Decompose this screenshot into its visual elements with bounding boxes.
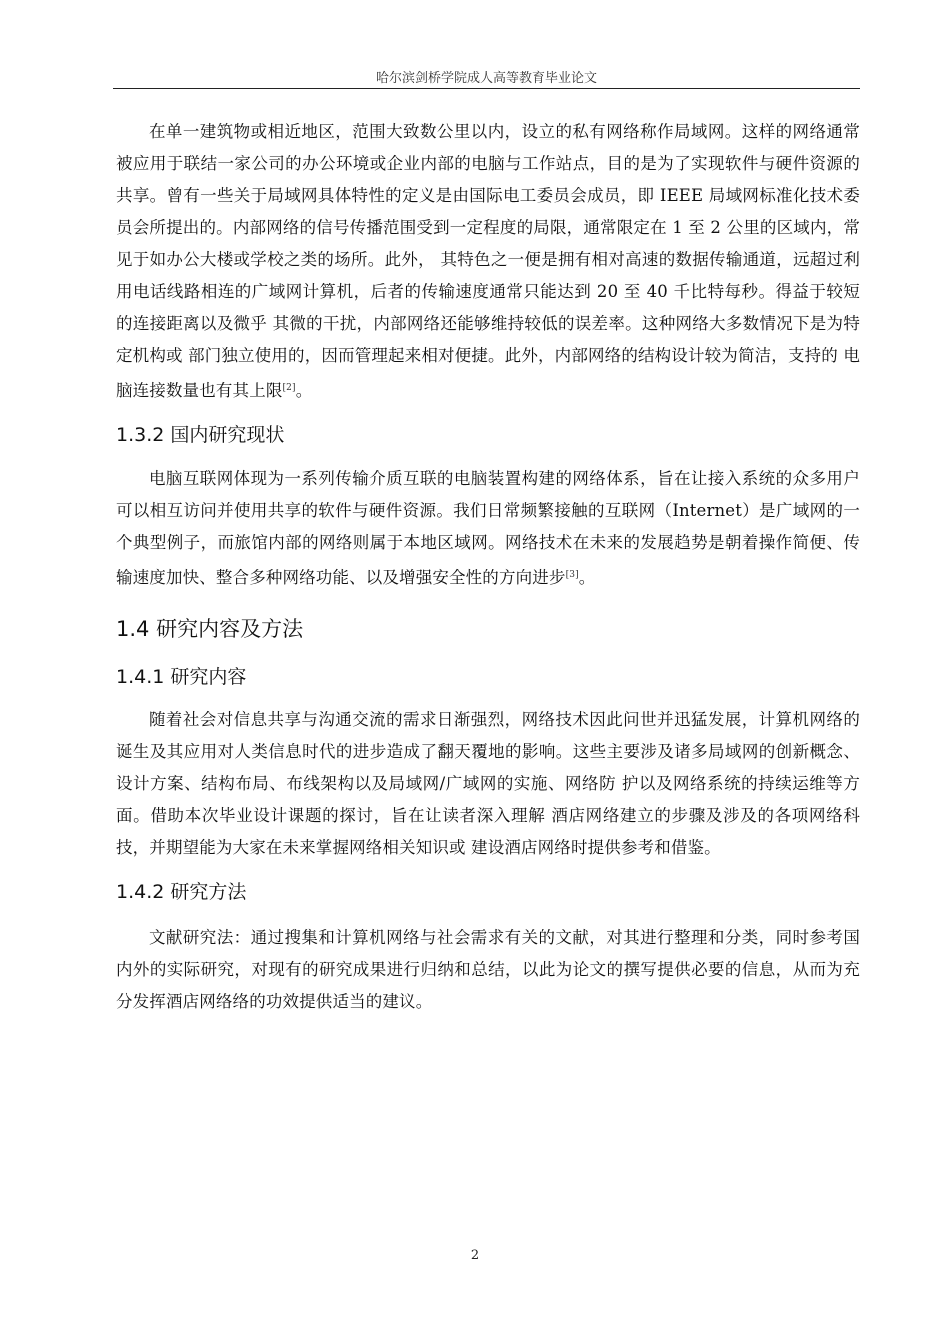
paragraph-research-method: 文献研究法：通过搜集和计算机网络与社会需求有关的文献，对其进行整理和分类，同时参考国内外的实际研究，对现有的研究成果进行归纳和总结，以此为论文的撰写提供必要的信息，从而为充分发挥酒店网络络的功效提供适当的建议。 xyxy=(116,928,860,1011)
heading-1-3-2: 1.3.2 国内研究现状 xyxy=(116,424,285,446)
paragraph-domestic-research xyxy=(116,463,860,594)
paragraph-text: 在单一建筑物或相近地区，范围大致数公里以内，设立的私有网络称作局域网。这样的网络通常被应用于联结一家公司的办公环境或企业内部的电脑与工作站点，目的是为了实现软件与硬件资源的共享。曾有一些关于局域网具体特性的定义是由国际电工委员会成员，即 IEEE 局域网标准化技术委员会所提出的。内部网络的信号传播范围受到一定程度的局限，通常限定在 1 至 2 公里的区域内，常见于如办公大楼或学校之类的场所。此外， 其特色之一便是拥有相对高速的数据传输通道，远超过利用电话线路相连的广域网计算机，后者的传输速度通常只能达到 20 至 40 千比特每秒。得益于较短的连接距离以及微乎 其微的干扰，内部网络还能够维持较低的误差率。这种网络大多数情况下是为特定机构或 部门独立使用的，因而管理起来相对便捷。此外，内部网络的结构设计较为简洁，支持的 电脑连接数量也有其上限 xyxy=(116,122,860,400)
running-header: 哈尔滨剑桥学院成人高等教育毕业论文 xyxy=(375,71,597,86)
heading-1-4: 1.4 研究内容及方法 xyxy=(116,617,304,641)
citation-3[interactable]: [3] xyxy=(565,570,579,580)
paragraph-text: 电脑互联网体现为一系列传输介质互联的电脑装置构建的网络体系，旨在让接入系统的众多用户可以相互访问并使用共享的软件与硬件资源。我们日常频繁接触的互联网（Internet）是广域网的一个典型例子，而旅馆内部的网络则属于本地区域网。网络技术在未来的发展趋势是朝着操作简便、传输速度加快、整合多种网络功能、以及增强安全性的方向进步 xyxy=(116,469,860,587)
page-number: 2 xyxy=(470,1248,480,1263)
heading-1-4-2: 1.4.2 研究方法 xyxy=(116,881,247,903)
heading-1-4-1: 1.4.1 研究内容 xyxy=(116,666,247,688)
paragraph-lan-definition xyxy=(116,116,860,407)
header-rule xyxy=(113,88,860,89)
document-body xyxy=(116,116,860,1018)
citation-2[interactable]: [2] xyxy=(282,383,296,393)
paragraph-end: 。 xyxy=(578,568,596,587)
paragraph-end: 。 xyxy=(295,381,313,400)
paragraph-research-content: 随着社会对信息共享与沟通交流的需求日渐强烈，网络技术因此问世并迅猛发展，计算机网络的诞生及其应用对人类信息时代的进步造成了翻天覆地的影响。这些主要涉及诸多局域网的创新概念、设计方案、结构布局、布线架构以及局域网/广域网的实施、网络防 护以及网络系统的持续运维等方面。借助本次毕业设计课题的探讨，旨在让读者深入理解 酒店网络建立的步骤及涉及的各项网络科技，并期望能为大家在未来掌握网络相关知识或 建设酒店网络时提供参考和借鉴。 xyxy=(116,710,860,857)
